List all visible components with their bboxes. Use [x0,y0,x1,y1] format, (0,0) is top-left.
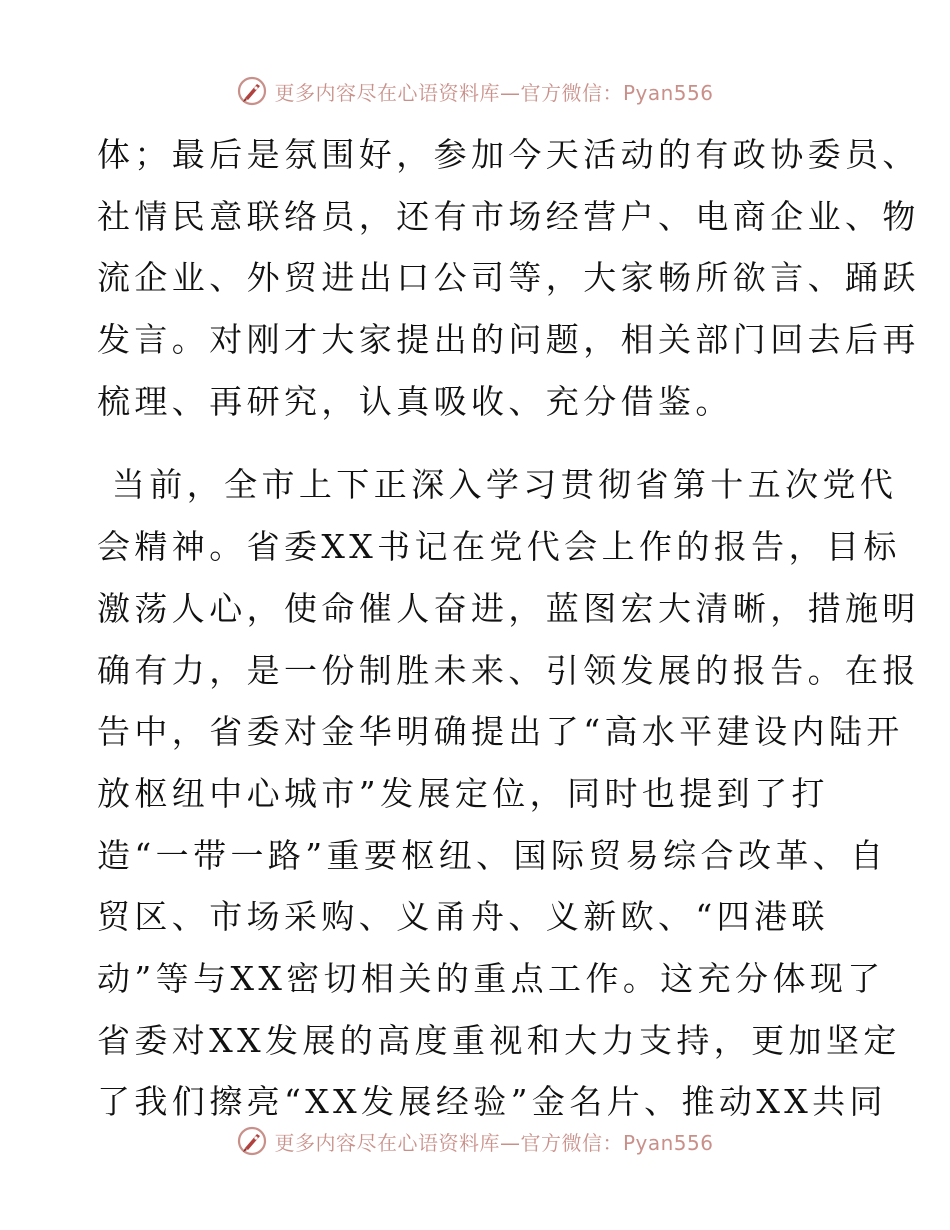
text-line: 流企业、外贸进出口公司等，大家畅所欲言、踊跃 [97,258,920,298]
text-line: 造“一带一路”重要枢纽、国际贸易综合改革、自 [97,835,888,875]
text-line: 贸区、市场采购、义甬舟、义新欧、“四港联 [97,897,829,937]
text-line: 社情民意联络员，还有市场经营户、电商企业、物 [97,196,920,236]
text-line: 告中，省委对金华明确提出了“高水平建设内陆开 [97,712,904,752]
header-watermark [0,71,950,111]
text-line: 确有力，是一份制胜未来、引领发展的报告。在报 [97,650,920,690]
text-line: 梳理、再研究，认真吸收、充分借鉴。 [97,381,733,421]
quill-pen-logo-icon [236,1125,268,1157]
text-line: 省委对XX发展的高度重视和大力支持，更加坚定 [97,1020,901,1060]
text-line: 体；最后是氛围好，参加今天活动的有政协委员、 [97,135,920,174]
text-line: 动”等与XX密切相关的重点工作。这充分体现了 [97,958,885,998]
watermark-text: 更多内容尽在心语资料库—官方微信：Pyan556 [274,80,714,105]
text-line: 当前，全市上下正深入学习贯彻省第十五次党代 [97,465,898,505]
text-line: 激荡人心，使命催人奋进，蓝图宏大清晰，措施明 [97,588,920,628]
text-line: 会精神。省委XX书记在党代会上作的报告，目标 [97,527,901,567]
watermark-text: 更多内容尽在心语资料库—官方微信：Pyan556 [274,1130,714,1155]
paragraph [97,454,920,1133]
text-line: 发言。对刚才大家提出的问题，相关部门回去后再 [97,320,920,360]
quill-pen-logo-icon [236,75,268,107]
text-line: 了我们擦亮“XX发展经验”金名片、推动XX共同 [97,1082,887,1122]
footer-watermark [0,1121,950,1161]
paragraph-spacer [97,432,857,454]
text-line: 放枢纽中心城市”发展定位，同时也提到了打 [97,773,829,813]
paragraph [97,124,920,432]
document-body [97,124,920,1133]
